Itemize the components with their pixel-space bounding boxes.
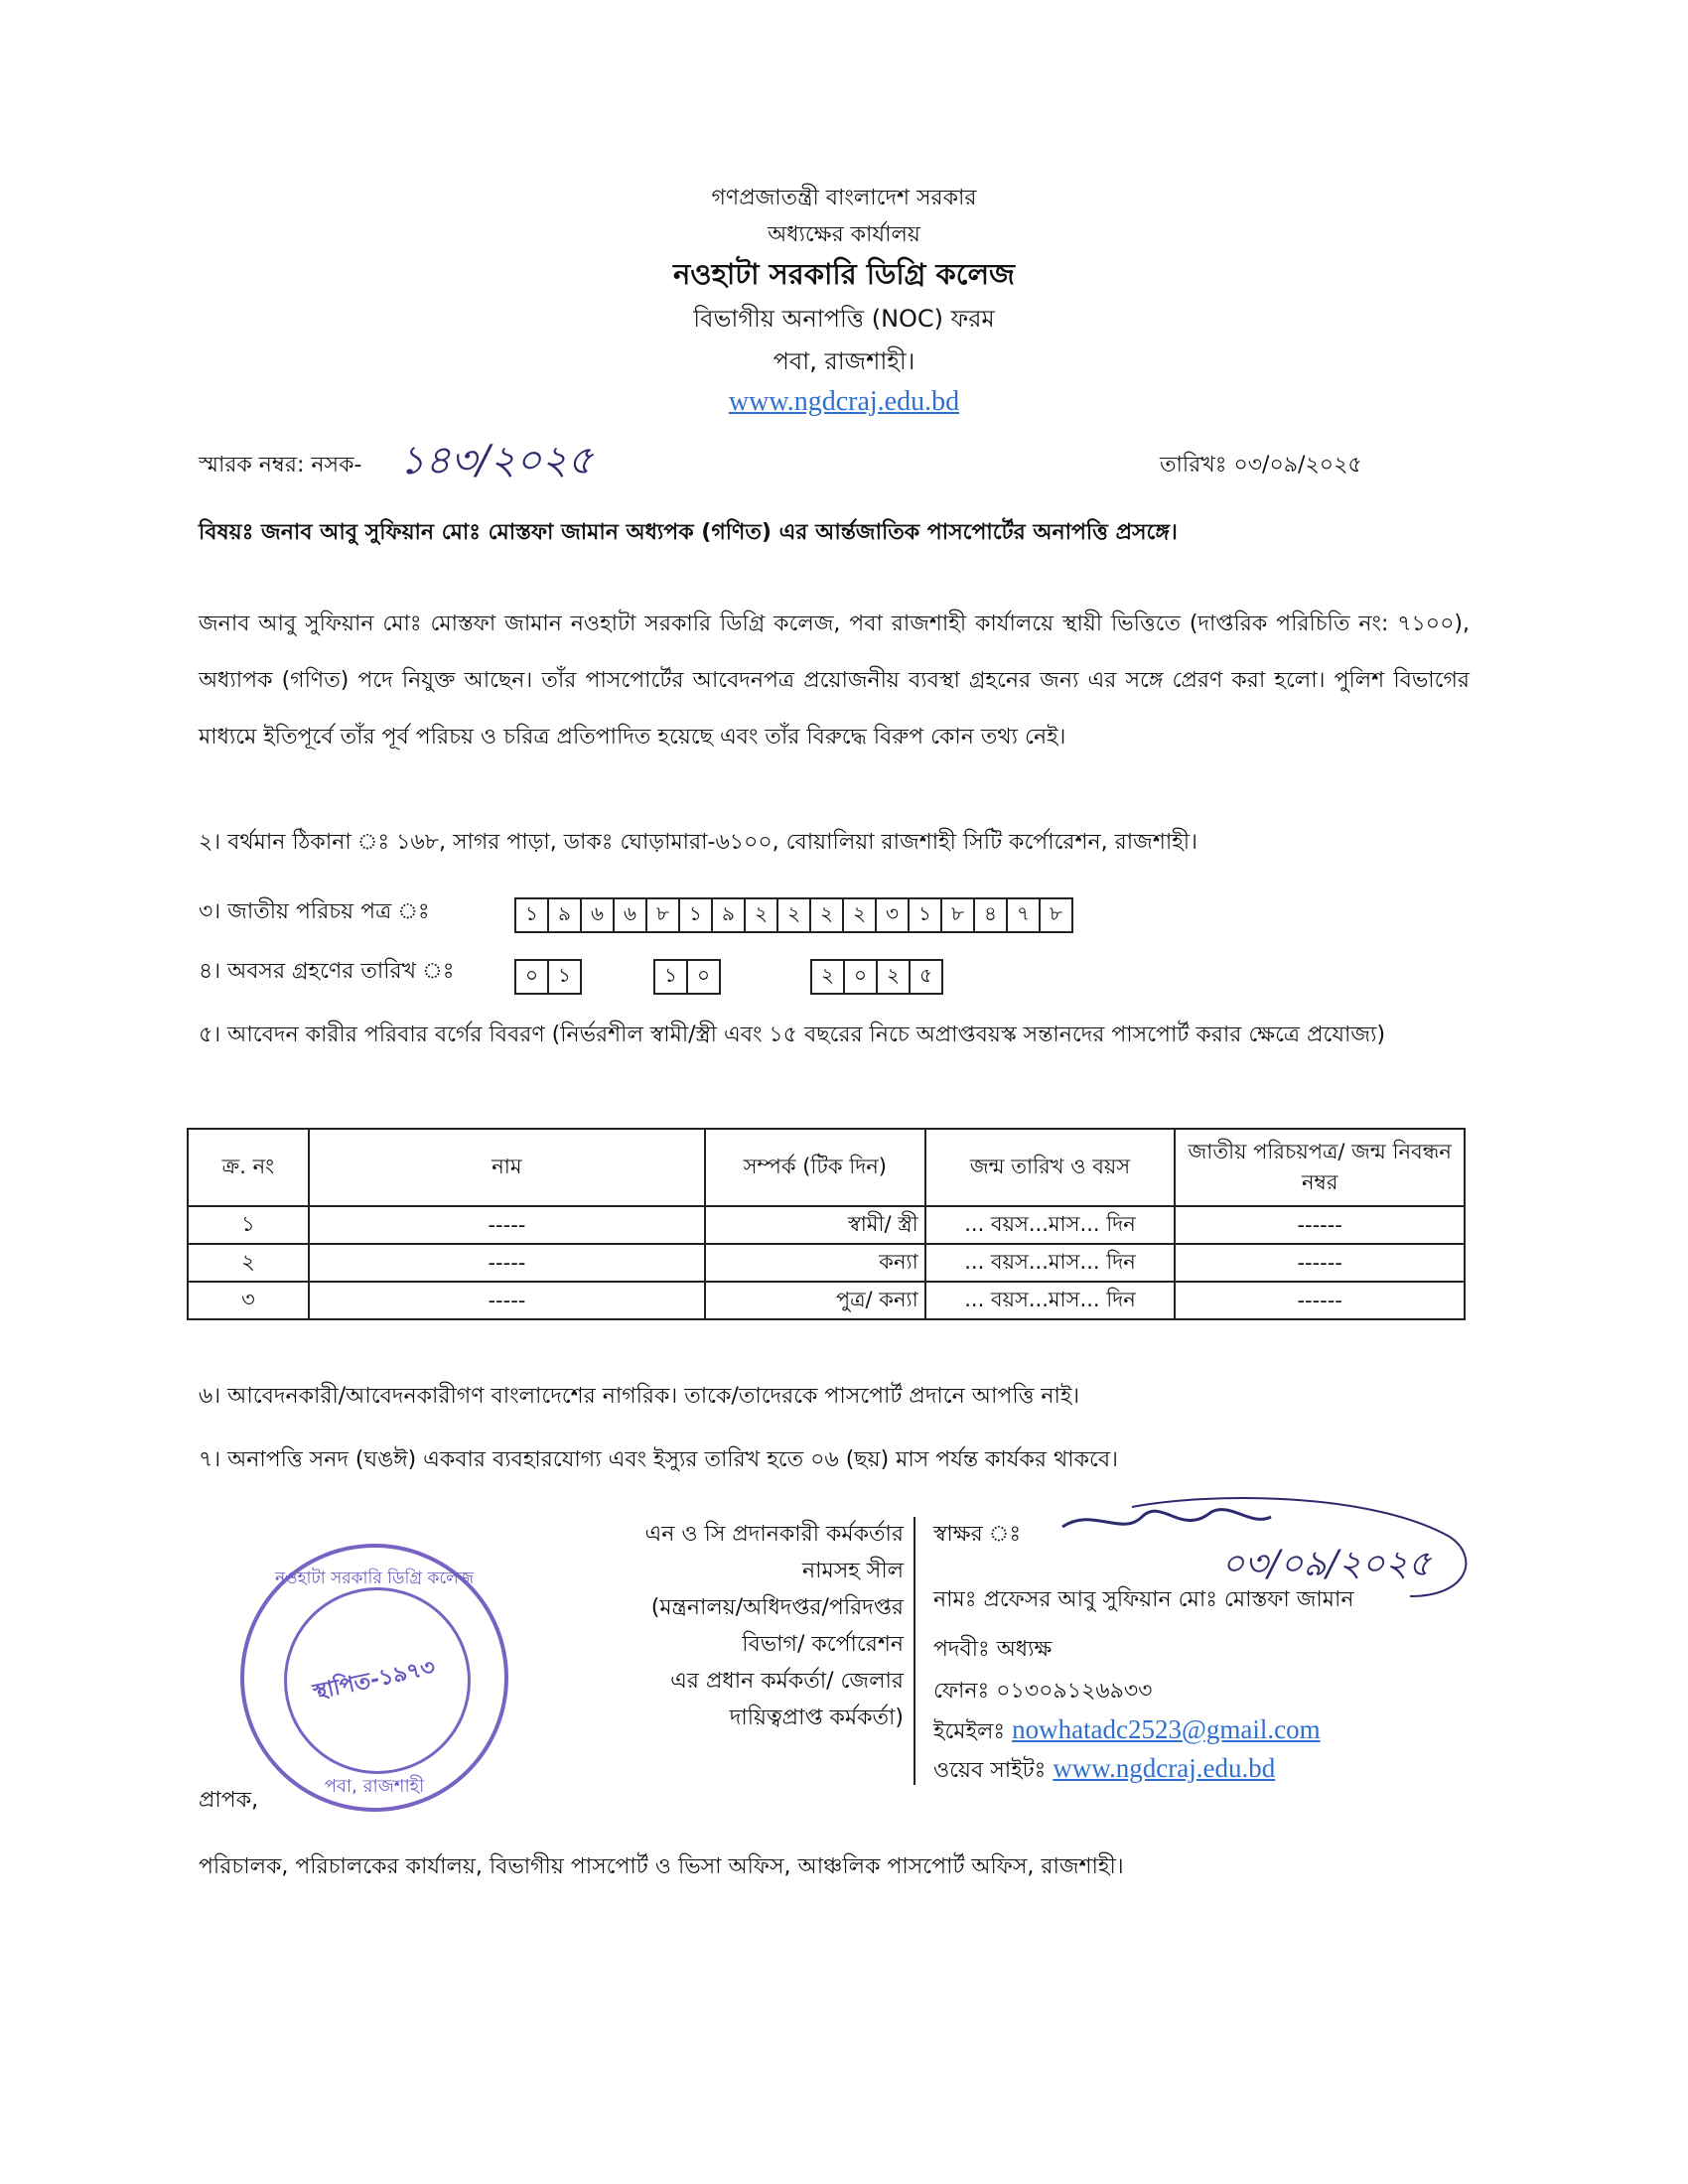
retirement-year-digit-box: ২ — [876, 959, 911, 995]
officer-name: নামঃ প্রফেসর আবু সুফিয়ান মোঃ মোস্তফা জামান — [933, 1587, 1354, 1612]
nid-digit-box: ২ — [776, 897, 811, 933]
item-7-validity: ৭। অনাপত্তি সনদ (ঘঙঈ) একবার ব্যবহারযোগ্য এবং ইস্যুর তারিখ হতে ০৬ (ছয়) মাস পর্যন্ত কার্যকর থাকবে। — [199, 1447, 1118, 1472]
table-row — [188, 1244, 1465, 1282]
website-label: ওয়েব সাইটঃ — [933, 1758, 1047, 1783]
cell-serial: ২ — [188, 1244, 309, 1282]
nid-digit-box: ৪ — [973, 897, 1008, 933]
officer-designation-line: বিভাগ/ কর্পোরেশন — [742, 1632, 904, 1657]
nid-digit-box: ২ — [842, 897, 877, 933]
cell-nid: ------ — [1175, 1244, 1465, 1282]
retirement-year-digit-box: ০ — [843, 959, 878, 995]
nid-digit-box: ৮ — [940, 897, 975, 933]
signature-date-handwritten: ০৩/০৯/২০২৫ — [1221, 1544, 1432, 1584]
header-nid-birth-reg: জাতীয় পরিচয়পত্র/ জন্ম নিবন্ধন নম্বর — [1175, 1129, 1465, 1206]
cell-relation: কন্যা — [705, 1244, 925, 1282]
recipient-label: প্রাপক, — [199, 1788, 259, 1813]
item-3-label: ৩। জাতীয় পরিচয় পত্র ঃ — [199, 899, 430, 924]
seal-bottom-text: পবা, রাজশাহী — [324, 1776, 425, 1797]
officer-designation-line: এন ও সি প্রদানকারী কর্মকর্তার — [644, 1522, 904, 1547]
officer-designation-line: এর প্রধান কর্মকর্তা/ জেলার — [670, 1669, 904, 1694]
nid-digit-box: ১ — [514, 897, 549, 933]
college-address: পবা, রাজশাহী। — [773, 347, 915, 375]
item-5-family-description: ৫। আবেদন কারীর পরিবার বর্গের বিবরণ (নির্ভরশীল স্বামী/স্ত্রী এবং ১৫ বছরের নিচে অপ্রাপ্তবয়স্ক সন্তানদের পাসপোর্ট করার ক্ষেত্রে প্রযোজ্য) — [199, 1023, 1386, 1047]
header-website-link[interactable]: www.ngdcraj.edu.bd — [728, 386, 960, 417]
table-row — [188, 1206, 1465, 1244]
cell-name: ----- — [309, 1206, 705, 1244]
cell-relation: পুত্র/ কন্যা — [705, 1282, 925, 1319]
retirement-month-digit-box: ১ — [653, 959, 688, 995]
retirement-day-digit-box: ০ — [514, 959, 549, 995]
email-label: ইমেইলঃ — [933, 1719, 1006, 1744]
nid-digit-box: ৮ — [1039, 897, 1073, 933]
email-link[interactable]: nowhatadc2523@gmail.com — [1012, 1714, 1321, 1744]
cell-birth-age: ... বয়স...মাস... দিন — [925, 1244, 1176, 1282]
item-6-citizen: ৬। আবেদনকারী/আবেদনকারীগণ বাংলাদেশের নাগরিক। তাকে/তাদেরকে পাসপোর্ট প্রদানে আপত্তি নাই। — [199, 1384, 1080, 1409]
officer-phone: ফোনঃ ০১৩০৯১২৬৯৩৩ — [933, 1679, 1153, 1704]
retirement-year-digit-box: ৫ — [909, 959, 943, 995]
nid-digit-box: ১ — [908, 897, 942, 933]
retirement-day-digit-box: ১ — [547, 959, 582, 995]
memo-number-handwritten: ১৪৩/২০২৫ — [399, 438, 594, 483]
cell-serial: ১ — [188, 1206, 309, 1244]
cell-relation: স্বামী/ স্ত্রী — [705, 1206, 925, 1244]
officer-designation-line: (মন্ত্রনালয়/অধিদপ্তর/পরিদপ্তর — [650, 1595, 904, 1620]
subject-line: বিষয়ঃ জনাব আবু সুফিয়ান মোঃ মোস্তফা জামান অধ্যপক (গণিত) এর আর্ন্তজাতিক পাসপোর্টের অনাপত্তি প্রসঙ্গে। — [199, 520, 1178, 545]
nid-digit-box: ৯ — [547, 897, 582, 933]
header-relation: সম্পর্ক (টিক দিন) — [705, 1129, 925, 1206]
form-title: বিভাগীয় অনাপত্তি (NOC) ফরম — [693, 305, 995, 333]
cell-serial: ৩ — [188, 1282, 309, 1319]
nid-digit-boxes — [514, 897, 1071, 933]
footer-website-link[interactable]: www.ngdcraj.edu.bd — [1053, 1753, 1276, 1783]
family-table-header — [188, 1129, 1465, 1206]
nid-digit-box: ১ — [678, 897, 713, 933]
nid-digit-box: ২ — [809, 897, 844, 933]
item-4-label: ৪। অবসর গ্রহণের তারিখ ঃ — [199, 959, 455, 984]
family-table — [187, 1128, 1466, 1320]
seal-center-text: স্থাপিত-১৯৭৩ — [311, 1655, 438, 1706]
header-name: নাম — [309, 1129, 705, 1206]
nid-digit-box: ৭ — [1006, 897, 1041, 933]
cell-birth-age: ... বয়স...মাস... দিন — [925, 1206, 1176, 1244]
cell-nid: ------ — [1175, 1282, 1465, 1319]
cell-birth-age: ... বয়স...মাস... দিন — [925, 1282, 1176, 1319]
signature-label: স্বাক্ষর ঃ — [933, 1522, 1022, 1547]
table-row — [188, 1282, 1465, 1319]
college-seal — [240, 1544, 508, 1812]
nid-digit-box: ৩ — [875, 897, 910, 933]
office-title: অধ্যক্ষের কার্যালয় — [768, 222, 920, 247]
recipient-address: পরিচালক, পরিচালকের কার্যালয়, বিভাগীয় পাসপোর্ট ও ভিসা অফিস, আঞ্চলিক পাসপোর্ট অফিস, রাজশাহী। — [199, 1854, 1124, 1879]
retirement-month-digit-box: ০ — [686, 959, 721, 995]
memo-label: স্মারক নম্বর: নসক- — [199, 453, 362, 478]
retirement-day-boxes — [514, 959, 580, 995]
nid-digit-box: ৯ — [711, 897, 746, 933]
officer-divider — [914, 1517, 915, 1785]
item-2-address: ২। বর্থমান ঠিকানা ঃ ১৬৮, সাগর পাড়া, ডাকঃ ঘোড়ামারা-৬১০০, বোয়ালিয়া রাজশাহী সিটি কর্পোরেশন, রাজশাহী। — [199, 830, 1197, 855]
retirement-year-boxes — [810, 959, 941, 995]
officer-designation-line: দায়িত্বপ্রাপ্ত কর্মকর্তা) — [729, 1706, 904, 1730]
cell-name: ----- — [309, 1244, 705, 1282]
nid-digit-box: ৬ — [613, 897, 647, 933]
nid-digit-box: ৮ — [645, 897, 680, 933]
body-paragraph: জনাব আবু সুফিয়ান মোঃ মোস্তফা জামান নওহাটা সরকারি ডিগ্রি কলেজ, পবা রাজশাহী কার্যালয়ে স্থায়ী ভিত্তিতে (দাপ্তরিক পরিচিতি নং: ৭১০০), অধ্যাপক (গণিত) পদে নিযুক্ত আছেন। তাঁর পাসপোর্টের আবেদনপত্র প্রয়োজনীয় ব্যবস্থা গ্রহনের জন্য এর সঙ্গে প্রেরণ করা হলো। পুলিশ বিভাগের মাধ্যমে ইতিপূর্বে তাঁর পূর্ব পরিচয় ও চরিত্র প্রতিপাদিত হয়েছে এবং তাঁর বিরুদ্ধে বিরুপ কোন তথ্য নেই। — [199, 612, 1470, 750]
cell-name: ----- — [309, 1282, 705, 1319]
nid-digit-box: ২ — [744, 897, 778, 933]
college-name: নওহাটা সরকারি ডিগ্রি কলেজ — [672, 257, 1015, 291]
retirement-month-boxes — [653, 959, 719, 995]
officer-designation-line: নামসহ সীল — [801, 1559, 904, 1583]
header-birth-age: জন্ম তারিখ ও বয়স — [925, 1129, 1176, 1206]
cell-nid: ------ — [1175, 1206, 1465, 1244]
nid-digit-box: ৬ — [580, 897, 615, 933]
seal-outer-text: নওহাটা সরকারি ডিগ্রি কলেজ — [274, 1569, 475, 1588]
gov-title: গণপ্রজাতন্ত্রী বাংলাদেশ সরকার — [711, 186, 977, 210]
header-serial: ক্র. নং — [188, 1129, 309, 1206]
memo-date: তারিখঃ ০৩/০৯/২০২৫ — [1160, 453, 1362, 478]
retirement-year-digit-box: ২ — [810, 959, 845, 995]
officer-designation: পদবীঃ অধ্যক্ষ — [933, 1637, 1053, 1662]
